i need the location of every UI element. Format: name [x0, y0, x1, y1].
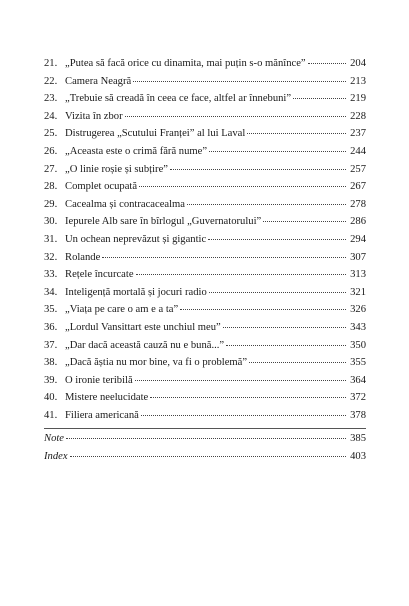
- page-number: 321: [350, 286, 366, 298]
- toc-entry: [44, 196, 366, 214]
- chapter-title: Rețele încurcate: [65, 269, 134, 281]
- page-number: 278: [350, 198, 366, 210]
- page-number: 257: [350, 163, 366, 175]
- dot-leader: [223, 319, 346, 328]
- chapter-number: 31.: [44, 233, 58, 245]
- chapter-number: 21.: [44, 58, 58, 69]
- chapter-number: 40.: [44, 392, 58, 404]
- back-matter-entry: [44, 430, 366, 448]
- chapter-number: 41.: [44, 409, 58, 421]
- toc-entry: [44, 73, 366, 91]
- page-number: 378: [350, 409, 366, 421]
- dot-leader: [125, 108, 346, 117]
- chapter-number: 34.: [44, 286, 58, 298]
- page-number: 237: [350, 128, 366, 140]
- toc-entry: [44, 125, 366, 143]
- chapter-number: 37.: [44, 339, 58, 351]
- page-number: 350: [350, 339, 366, 351]
- chapter-number: 22.: [44, 75, 58, 87]
- chapter-title: Distrugerea „Scutului Franței” al lui Laval: [65, 128, 246, 140]
- chapter-title: „O linie roșie și subțire”: [65, 163, 168, 175]
- page-number: 355: [350, 357, 366, 369]
- chapter-number: 33.: [44, 269, 58, 281]
- toc-entry: [44, 249, 366, 267]
- dot-leader: [139, 178, 346, 187]
- chapter-title: „Dacă ăștia nu mor bine, va fi o problemă”: [65, 357, 248, 369]
- page-number: 403: [350, 451, 366, 463]
- chapter-title: Cacealma și contracacealma: [65, 198, 185, 210]
- page-number: 326: [350, 304, 366, 316]
- back-matter-list: [44, 430, 366, 465]
- chapter-number: 26.: [44, 145, 58, 157]
- chapter-number: 28.: [44, 181, 58, 193]
- divider-line: [44, 428, 366, 429]
- chapter-number: 32.: [44, 251, 58, 263]
- page-number: 228: [350, 110, 366, 122]
- toc-entry: [44, 231, 366, 249]
- chapter-title: „Trebuie să creadă în ceea ce face, altfel ar înnebuni”: [65, 93, 292, 105]
- page-number: 244: [350, 145, 366, 157]
- page-number: 286: [350, 216, 366, 228]
- dot-leader: [180, 301, 346, 310]
- toc-entry: [44, 161, 366, 179]
- dot-leader: [135, 372, 346, 381]
- page-number: 267: [350, 181, 366, 193]
- dot-leader: [249, 354, 346, 363]
- chapter-list: [44, 55, 366, 424]
- page-number: 307: [350, 251, 366, 263]
- dot-leader: [263, 213, 346, 222]
- toc-entry: [44, 284, 366, 302]
- page-number: 204: [350, 58, 366, 69]
- chapter-title: Un ochean neprevăzut și gigantic: [65, 233, 207, 245]
- chapter-number: 30.: [44, 216, 58, 228]
- toc-entry: [44, 319, 366, 337]
- chapter-number: 27.: [44, 163, 58, 175]
- chapter-number: 36.: [44, 321, 58, 333]
- chapter-title: „Viața pe care o am e a ta”: [65, 304, 179, 316]
- chapter-title: Camera Neagră: [65, 75, 132, 87]
- dot-leader: [70, 448, 346, 457]
- table-of-contents: [44, 55, 366, 466]
- chapter-number: 24.: [44, 110, 58, 122]
- chapter-title: „Lordul Vansittart este unchiul meu”: [65, 321, 221, 333]
- dot-leader: [133, 73, 346, 82]
- toc-entry: [44, 337, 366, 355]
- toc-entry: [44, 354, 366, 372]
- chapter-title: Rolande: [65, 251, 101, 263]
- dot-leader: [102, 249, 346, 258]
- page-number: 385: [350, 433, 366, 445]
- dot-leader: [187, 196, 346, 205]
- chapter-title: Mistere neelucidate: [65, 392, 149, 404]
- page-number: 372: [350, 392, 366, 404]
- toc-entry: [44, 407, 366, 425]
- toc-entry: [44, 55, 366, 73]
- chapter-number: 25.: [44, 128, 58, 140]
- toc-entry: [44, 90, 366, 108]
- dot-leader: [141, 407, 346, 416]
- dot-leader: [150, 389, 346, 398]
- dot-leader: [136, 266, 346, 275]
- chapter-number: 35.: [44, 304, 58, 316]
- chapter-number: 39.: [44, 374, 58, 386]
- chapter-title: Inteligență mortală și jocuri radio: [65, 286, 207, 298]
- dot-leader: [208, 231, 346, 240]
- toc-entry: [44, 372, 366, 390]
- dot-leader: [170, 161, 346, 170]
- dot-leader: [247, 125, 346, 134]
- chapter-number: 23.: [44, 93, 58, 105]
- page-number: 294: [350, 233, 366, 245]
- toc-entry: [44, 389, 366, 407]
- toc-entry: [44, 301, 366, 319]
- dot-leader: [66, 430, 346, 439]
- chapter-title: O ironie teribilă: [65, 374, 133, 386]
- dot-leader: [209, 143, 346, 152]
- chapter-title: „Putea să facă orice cu dinamita, mai puțin s-o mănînce”: [65, 58, 306, 69]
- chapter-title: Vizita în zbor: [65, 110, 123, 122]
- dot-leader: [209, 284, 346, 293]
- chapter-title: „Aceasta este o crimă fără nume”: [65, 145, 208, 157]
- chapter-number: 38.: [44, 357, 58, 369]
- toc-entry: [44, 108, 366, 126]
- page-number: 364: [350, 374, 366, 386]
- dot-leader: [226, 337, 346, 346]
- chapter-title: Filiera americană: [65, 409, 139, 421]
- chapter-title: Complet ocupată: [65, 181, 138, 193]
- section-title: Note: [44, 433, 65, 445]
- toc-entry: [44, 213, 366, 231]
- page-number: 213: [350, 75, 366, 87]
- page-number: 313: [350, 269, 366, 281]
- dot-leader: [293, 90, 346, 99]
- chapter-title: Iepurele Alb sare în bîrlogul „Guvernatorului”: [65, 216, 262, 228]
- dot-leader: [308, 55, 346, 64]
- chapter-title: „Dar dacă această cauză nu e bună...”: [65, 339, 225, 351]
- chapter-number: 29.: [44, 198, 58, 210]
- toc-entry: [44, 178, 366, 196]
- toc-entry: [44, 266, 366, 284]
- page-number: 343: [350, 321, 366, 333]
- section-title: Index: [44, 451, 68, 463]
- toc-entry: [44, 143, 366, 161]
- back-matter-entry: [44, 448, 366, 466]
- page-number: 219: [350, 93, 366, 105]
